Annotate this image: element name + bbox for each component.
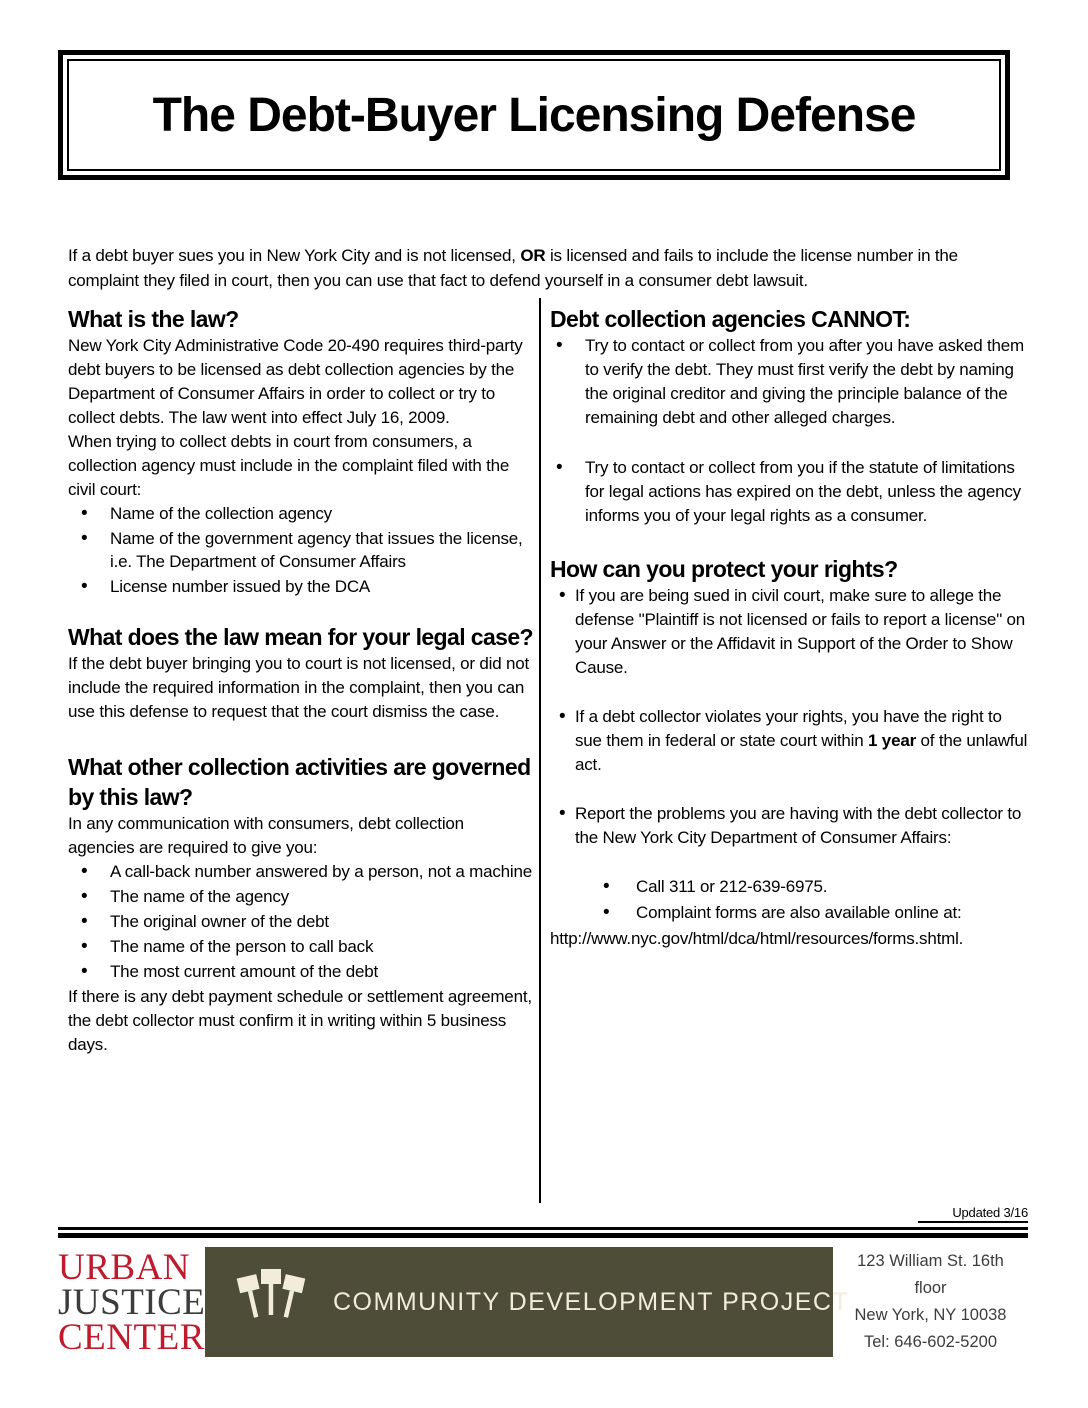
- footer-rule: [58, 1227, 1028, 1238]
- intro-pre: If a debt buyer sues you in New York City and is not licensed,: [68, 246, 521, 265]
- picket-signs-icon: [235, 1261, 307, 1344]
- heading-protect-your-rights: How can you protect your rights?: [550, 556, 898, 582]
- intro-bold-or: OR: [520, 246, 546, 265]
- address-line: floor: [914, 1279, 947, 1297]
- list-item: • Name of the collection agency: [68, 502, 533, 525]
- banner-label: COMMUNITY DEVELOPMENT PROJECT: [333, 1287, 850, 1316]
- urban-justice-center-logo: [58, 1247, 205, 1357]
- left-column: [68, 298, 539, 1208]
- logo-line-center: CENTER: [58, 1316, 205, 1358]
- heading-other-collection-activities: What other collection activities are governed by this law?: [68, 754, 531, 810]
- list-item: • License number issued by the DCA: [68, 575, 533, 598]
- list-item: • The name of the person to call back: [68, 935, 533, 958]
- list-item: • Try to contact or collect from you if the statute of limitations for legal actions has expired on the debt, unless the agency informs you of your legal rights as a consumer.: [550, 456, 1030, 528]
- communication-requirements-list: [68, 860, 533, 983]
- complaint-requirements-list: [68, 502, 533, 598]
- title-frame-inner: [67, 59, 1001, 171]
- settlement-confirmation-note: If there is any debt payment schedule or settlement agreement, the debt collector must confirm it in writing within 5 business days.: [68, 987, 532, 1054]
- heading-agencies-cannot: Debt collection agencies CANNOT:: [550, 306, 911, 332]
- list-item: • The most current amount of the debt: [68, 960, 533, 983]
- list-item: • Call 311 or 212-639-6975.: [550, 875, 1030, 899]
- legal-case-body: If the debt buyer bringing you to court is not licensed, or did not include the required information in the complaint, then you can use this defense to request that the court dismiss the case.: [68, 654, 529, 721]
- communication-requirements-intro: In any communication with consumers, debt collection agencies are required to give you:: [68, 814, 464, 857]
- list-item: • Report the problems you are having with the debt collector to the New York City Department of Consumer Affairs:: [550, 802, 1030, 850]
- address-line: New York, NY 10038: [854, 1306, 1007, 1324]
- title-frame: [58, 50, 1010, 180]
- list-item: • The original owner of the debt: [68, 910, 533, 933]
- list-item: • The name of the agency: [68, 885, 533, 908]
- right-column: [541, 298, 1030, 1208]
- list-item: • Name of the government agency that issues the license, i.e. The Department of Consumer Affairs: [68, 527, 533, 573]
- dca-forms-url-link[interactable]: http://www.nyc.gov/html/dca/html/resources/forms.shtml.: [550, 929, 964, 948]
- list-item: • Try to contact or collect from you after you have asked them to verify the debt. They must first verify the debt by naming the original creditor and giving the principle balance of the remaining debt and other alleged charges.: [550, 334, 1030, 430]
- page-title: The Debt-Buyer Licensing Defense: [152, 88, 916, 142]
- footer-rule-bottom-bar: [58, 1233, 1028, 1238]
- address-line: Tel: 646-602-5200: [863, 1333, 997, 1351]
- two-column-body: [68, 298, 1030, 1208]
- list-item: • Complaint forms are also available online at:: [550, 901, 1030, 925]
- updated-text: Updated 3/16: [918, 1205, 1028, 1223]
- logo-line-urban: URBAN: [58, 1246, 191, 1288]
- complaint-requirements-intro: When trying to collect debts in court from consumers, a collection agency must include in the complaint filed with the civil court:: [68, 432, 510, 499]
- heading-law-mean-legal-case: What does the law mean for your legal case?: [68, 624, 533, 650]
- community-development-banner: [205, 1247, 850, 1357]
- logo-line-justice: JUSTICE: [58, 1281, 206, 1323]
- updated-note: [918, 1205, 1028, 1223]
- sue-pre: If a debt collector violates your rights, you have the right to sue them in federal or state court within: [575, 707, 1002, 750]
- sue-post: of the unlawful act.: [575, 731, 1028, 774]
- address-line: 123 William St. 16th: [857, 1252, 1004, 1270]
- footer-address: [833, 1247, 1028, 1357]
- footer: [58, 1247, 1028, 1357]
- list-item: • A call-back number answered by a person, not a machine: [68, 860, 533, 883]
- list-item: • If you are being sued in civil court, make sure to allege the defense "Plaintiff is not licensed or fails to report a license" on your Answer or the Affidavit in Support of the Order to Show Cause.: [550, 584, 1030, 680]
- one-year-bold: 1 year: [868, 731, 916, 750]
- list-item: [550, 705, 1030, 777]
- intro-paragraph: [68, 243, 1018, 293]
- dca-contact-list: [550, 875, 1030, 925]
- intro-post: is licensed and fails to include the license number in the complaint they filed in court, then you can use that fact to defend yourself in a consumer debt lawsuit.: [68, 246, 958, 290]
- heading-what-is-the-law: What is the law?: [68, 306, 239, 332]
- what-is-the-law-body: New York City Administrative Code 20-490 requires third-party debt buyers to be licensed as debt collection agencies by the Department of Consumer Affairs in order to collect or try to collect debts. The law went into effect July 16, 2009.: [68, 336, 523, 427]
- protect-rights-list: [550, 584, 1030, 850]
- agencies-cannot-list: [550, 334, 1030, 528]
